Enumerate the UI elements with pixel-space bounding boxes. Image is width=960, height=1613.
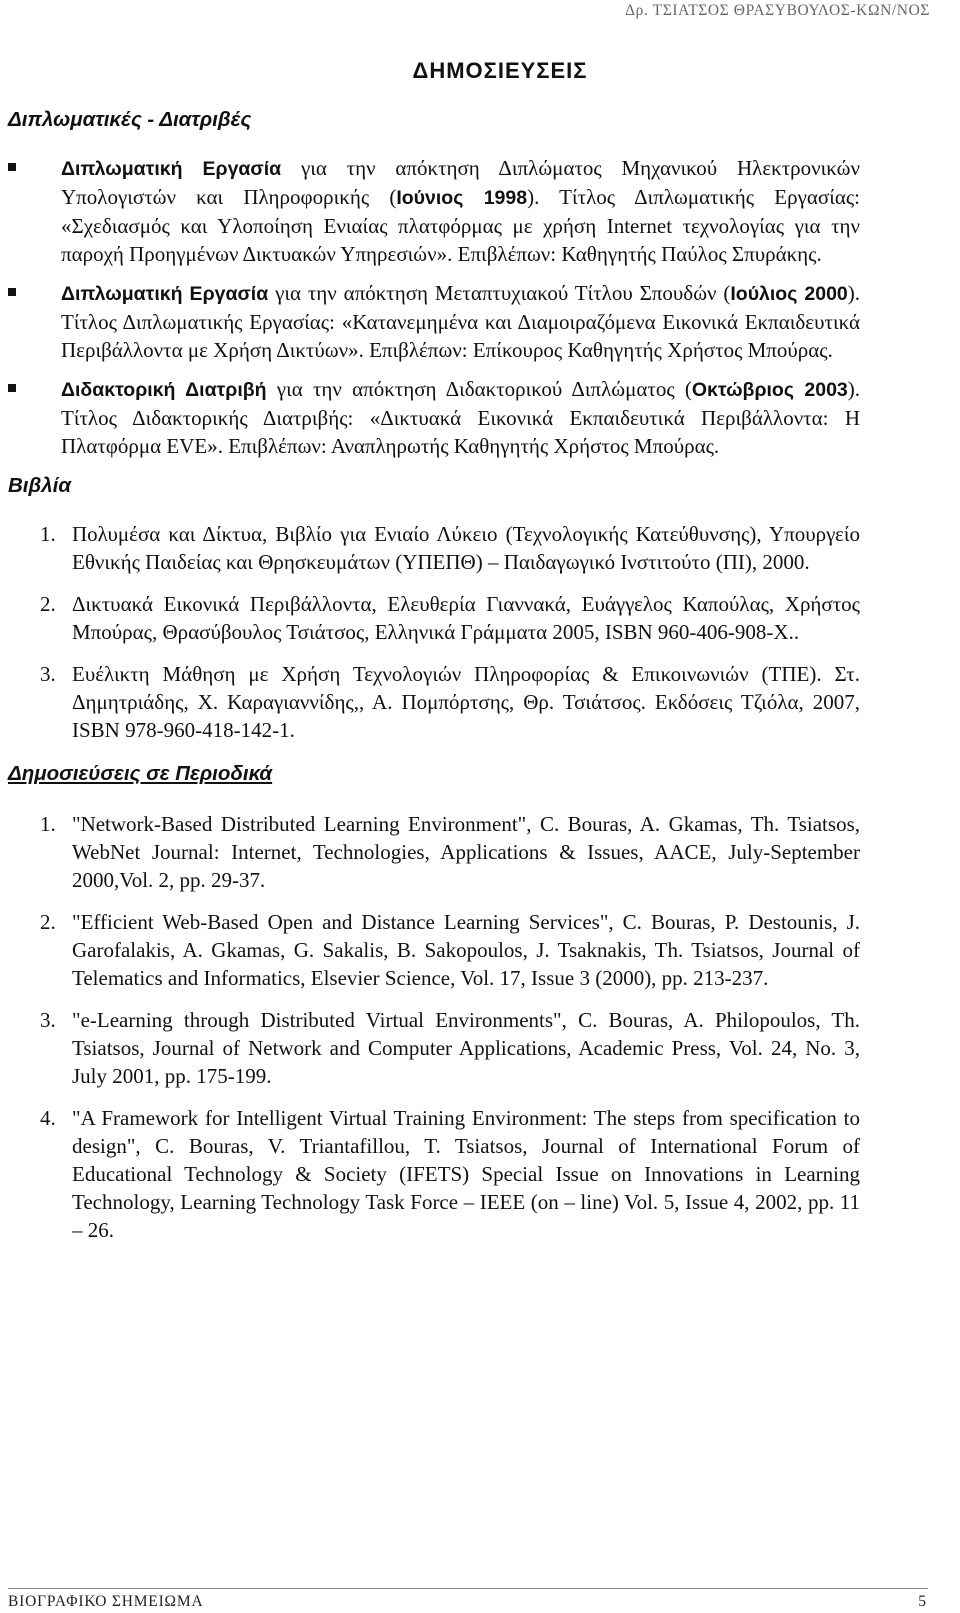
book-item bbox=[8, 660, 860, 744]
thesis-item bbox=[8, 154, 860, 268]
list-number: 4. bbox=[40, 1106, 56, 1130]
book-text: Ευέλικτη Μάθηση με Χρήση Τεχνολογιών Πληροφορίας & Επικοινωνιών (ΤΠΕ). Στ. Δημητριάδης, Χ. Καραγιαννίδης,, Α. Πομπόρτσης, Θρ. Τσιάτσος. Εκδόσεις Τζιόλα, 2007, ISBN 978-960-418-142-1. bbox=[72, 662, 860, 742]
journal-item bbox=[8, 1104, 860, 1244]
list-number: 3. bbox=[40, 662, 56, 686]
page-title: ΔΗΜΟΣΙΕΥΣΕΙΣ bbox=[412, 58, 588, 83]
thesis-date: Ιούλιος 2000 bbox=[730, 283, 848, 305]
list-number: 1. bbox=[40, 522, 56, 546]
journal-item bbox=[8, 1006, 860, 1090]
books-heading: Βιβλία bbox=[8, 474, 72, 497]
document-body bbox=[8, 108, 860, 1258]
journal-item bbox=[8, 908, 860, 992]
bullet-square-icon bbox=[8, 384, 16, 392]
journal-text: "Network-Based Distributed Learning Environment", C. Bouras, A. Gkamas, Th. Tsiatsos, WebNet Journal: Internet, Technologies, Applications & Issues, AACE, July-September 2000,Vol. 2, pp. 29-37. bbox=[72, 812, 860, 892]
list-number: 2. bbox=[40, 592, 56, 616]
thesis-text: ). Τίτλος Διδακτορικής Διατριβής: «Δικτυακά Εικονικά Εκπαιδευτικά Περιβάλλοντα: Η Πλατφόρμα EVE». Επιβλέπων: Αναπληρωτής Καθηγητής Χρήστος Μπούρας. bbox=[61, 377, 861, 458]
thesis-text: για την απόκτηση Διδακτορικού Διπλώματος ( bbox=[266, 377, 692, 401]
thesis-item bbox=[8, 279, 860, 364]
book-text: Πολυμέσα και Δίκτυα, Βιβλίο για Ενιαίο Λύκειο (Τεχνολογικής Κατεύθυνσης), Υπουργείο Εθνικής Παιδείας και Θρησκευμάτων (ΥΠΕΠΘ) – Παιδαγωγικό Ινστιτούτο (ΠΙ), 2000. bbox=[72, 522, 860, 574]
bullet-square-icon bbox=[8, 163, 16, 171]
footer-divider bbox=[8, 1588, 928, 1589]
thesis-title: Διπλωματική Εργασία bbox=[61, 283, 269, 305]
bullet-square-icon bbox=[8, 288, 16, 296]
thesis-text: για την απόκτηση Μεταπτυχιακού Τίτλου Σπουδών ( bbox=[268, 281, 731, 305]
page-number: 5 bbox=[918, 1593, 926, 1610]
thesis-title: Διπλωματική Εργασία bbox=[61, 158, 282, 180]
thesis-date: Οκτώβριος 2003 bbox=[691, 379, 848, 401]
list-number: 1. bbox=[40, 812, 56, 836]
journals-list bbox=[8, 810, 860, 1244]
footer-title: ΒΙΟΓΡΑΦΙΚΟ ΣΗΜΕΙΩΜΑ bbox=[8, 1593, 204, 1610]
journals-heading: Δημοσιεύσεις σε Περιοδικά bbox=[8, 762, 273, 785]
book-text: Δικτυακά Εικονικά Περιβάλλοντα, Ελευθερία Γιαννακά, Ευάγγελος Καπούλας, Χρήστος Μπούρας, Θρασύβουλος Τσιάτσος, Ελληνικά Γράμματα 2005, ISBN 960-406-908-X.. bbox=[72, 592, 860, 644]
journal-text: "A Framework for Intelligent Virtual Training Environment: The steps from specification to design", C. Bouras, V. Triantafillou, T. Tsiatsos, Journal of International Forum of Educational Technology & Society (IFETS) Special Issue on Innovations in Learning Technology, Learning Technology Task Force – IEEE (on – line) Vol. 5, Issue 4, 2002, pp. 11 – 26. bbox=[72, 1106, 860, 1242]
books-list bbox=[8, 520, 860, 744]
book-item bbox=[8, 590, 860, 646]
thesis-text: ). Τίτλος Διπλωματικής Εργασίας: «Κατανεμημένα και Διαμοιραζόμενα Εικονικά Εκπαιδευτικά Περιβάλλοντα με Χρήση Δικτύων». Επιβλέπων: Επίκουρος Καθηγητής Χρήστος Μπούρας. bbox=[61, 281, 861, 362]
theses-heading: Διπλωματικές - Διατριβές bbox=[8, 108, 252, 131]
journal-text: "e-Learning through Distributed Virtual Environments", C. Bouras, A. Philopoulos, Th. Tsiatsos, Journal of Network and Computer Applications, Academic Press, Vol. 24, No. 3, July 2001, pp. 175-199. bbox=[72, 1008, 860, 1088]
journal-text: "Efficient Web-Based Open and Distance Learning Services", C. Bouras, P. Destounis, J. Garofalakis, A. Gkamas, G. Sakalis, B. Sakopoulos, J. Tsaknakis, Th. Tsiatsos, Journal of Telematics and Informatics, Elsevier Science, Vol. 17, Issue 3 (2000), pp. 213-237. bbox=[72, 910, 860, 990]
thesis-text: για την απόκτηση Διπλώματος Μηχανικού Ηλεκτρονικών Υπολογιστών και Πληροφορικής ( bbox=[61, 156, 860, 209]
book-item bbox=[8, 520, 860, 576]
thesis-title: Διδακτορική Διατριβή bbox=[61, 379, 267, 401]
list-number: 2. bbox=[40, 910, 56, 934]
thesis-date: Ιούνιος 1998 bbox=[396, 187, 528, 209]
thesis-item bbox=[8, 375, 860, 460]
journal-item bbox=[8, 810, 860, 894]
running-header: Δρ. ΤΣΙΑΤΣΟΣ ΘΡΑΣΥΒΟΥΛΟΣ-ΚΩΝ/ΝΟΣ bbox=[625, 2, 930, 19]
thesis-text: ). Τίτλος Διπλωματικής Εργασίας: «Σχεδιασμός και Υλοποίηση Ενιαίας πλατφόρμας με χρήση Internet τεχνολογίας για την παροχή Προηγμένων Δικτυακών Υπηρεσιών». Επιβλέπων: Καθηγητής Παύλος Σπυράκης. bbox=[61, 185, 860, 266]
theses-list bbox=[8, 154, 860, 460]
list-number: 3. bbox=[40, 1008, 56, 1032]
